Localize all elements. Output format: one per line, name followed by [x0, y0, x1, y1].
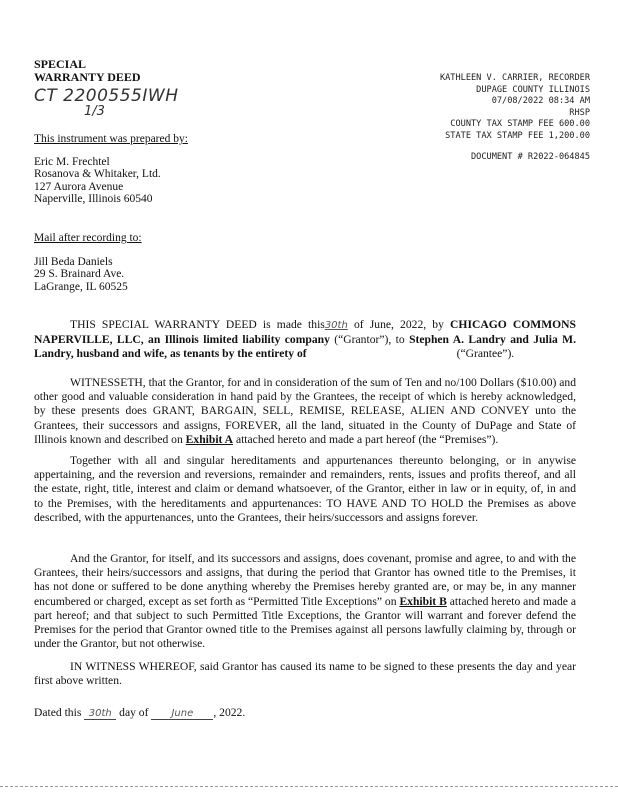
mail-to-street: 29 S. Brainard Ave.	[34, 268, 125, 281]
covenant-paragraph: And the Grantor, for itself, and its successors and assigns, does covenant, promise and agree, to and with the Grantees, their heirs/successors and assigns, that during the period that Grantor has owned title to the Premises, it has not done or suffered to be done anything whereby the Premises hereby granted are, or may be, in any manner encumbered or charged, except as set forth as “Permitted Title Exceptions” on Exhibit B attached hereto and made a part hereof; and that subject to such Permitted Title Exceptions, the Grantor will warrant and forever defend the Premises for the period that Grantor owned title to the Premises against all persons lawfully claiming by, through or under the Grantor, but not otherwise.	[34, 552, 576, 651]
recorder-line: STATE TAX STAMP FEE 1,200.00	[445, 130, 590, 141]
preparer-name: Eric M. Frechtel	[34, 156, 110, 168]
recorder-line: RHSP	[569, 107, 590, 118]
prepared-by-address	[34, 156, 161, 206]
grantor-name: CHICAGO COMMONS NAPERVILLE, LLC, an Illinois limited liability company	[34, 318, 576, 347]
recorder-line: DUPAGE COUNTY ILLINOIS	[476, 84, 590, 95]
exhibit-b-reference: Exhibit B	[399, 594, 447, 608]
witnesseth-paragraph: WITNESSETH, that the Grantor, for and in consideration of the sum of Ten and no/100 Dollars ($10.00) and other good and valuable consideration in hand paid by the Grantees, the receipt of which is hereby acknowledged, by these presents does GRANT, BARGAIN, SELL, REMISE, RELEASE, ALIEN AND CONVEY unto the Grantees, their successors and assigns, FOREVER, all the land, situated in the County of DuPage and State of Illinois known and described on Exhibit A attached hereto and made a part hereof (the “Premises”).	[34, 376, 576, 446]
title-line-1: SPECIAL	[34, 57, 87, 71]
document-number: DOCUMENT # R2022-064845	[471, 151, 590, 162]
in-witness-paragraph: IN WITNESS WHEREOF, said Grantor has caused its name to be signed to these presents the day and year first above written.	[34, 660, 576, 688]
grantee-names: Stephen A. Landry and Julia M. Landry, husband and wife, as tenants by the entirety of	[34, 333, 576, 361]
preparer-city: Naperville, Illinois 60540	[34, 193, 153, 206]
preparer-firm: Rosanova & Whitaker, Ltd.	[34, 168, 161, 181]
mail-to-city: LaGrange, IL 60525	[34, 280, 128, 293]
mail-to-label: Mail after recording to:	[34, 232, 142, 244]
recorder-line: KATHLEEN V. CARRIER, RECORDER	[439, 73, 590, 83]
document-title	[34, 58, 141, 84]
dated-line: Dated this 30th day of June , 2022.	[34, 706, 246, 719]
mail-to-address	[34, 256, 128, 293]
hereditaments-paragraph: Together with all and singular hereditaments and appurtenances thereunto belonging, or in anywise appertaining, and the reversion and reversions, remainder and remainders, rents, issues and profits thereof, and all the estate, right, title, interest and claim or demand whatsoever, of the Grantor, either in law or in equity, of, in and to the Premises, with the hereditaments and appurtenances: TO HAVE AND TO HOLD the Premises as above described, with the appurtenances, unto the Grantees, their heirs/successors and assigns forever.	[34, 454, 576, 524]
handwritten-day: 30th	[324, 320, 348, 331]
recorder-stamp	[400, 73, 590, 163]
mail-to-name: Jill Beda Daniels	[34, 256, 113, 268]
handwritten-reference: CT 2200555IWH	[34, 86, 179, 106]
page-bottom-divider	[0, 786, 618, 787]
handwritten-reference-2: 1/3	[84, 104, 105, 119]
prepared-by-label: This instrument was prepared by:	[34, 133, 188, 145]
recorder-line: 07/08/2022 08:34 AM	[491, 96, 590, 107]
dated-month-blank: June	[151, 708, 213, 720]
preparer-street: 127 Aurora Avenue	[34, 180, 124, 193]
exhibit-a-reference: Exhibit A	[185, 432, 234, 446]
title-line-2: WARRANTY DEED	[34, 70, 141, 84]
dated-day-blank: 30th	[84, 708, 116, 720]
deed-opening-paragraph: THIS SPECIAL WARRANTY DEED is made this30th of June, 2022, by CHICAGO COMMONS NAPERVILLE, LLC, an Illinois limited liability company (“Grantor”), to Stephen A. Landry and Julia M. Landry, husband and wife, as tenants by the entirety of (“Grantee”).	[34, 318, 576, 361]
recorder-line: COUNTY TAX STAMP FEE 600.00	[450, 119, 590, 130]
